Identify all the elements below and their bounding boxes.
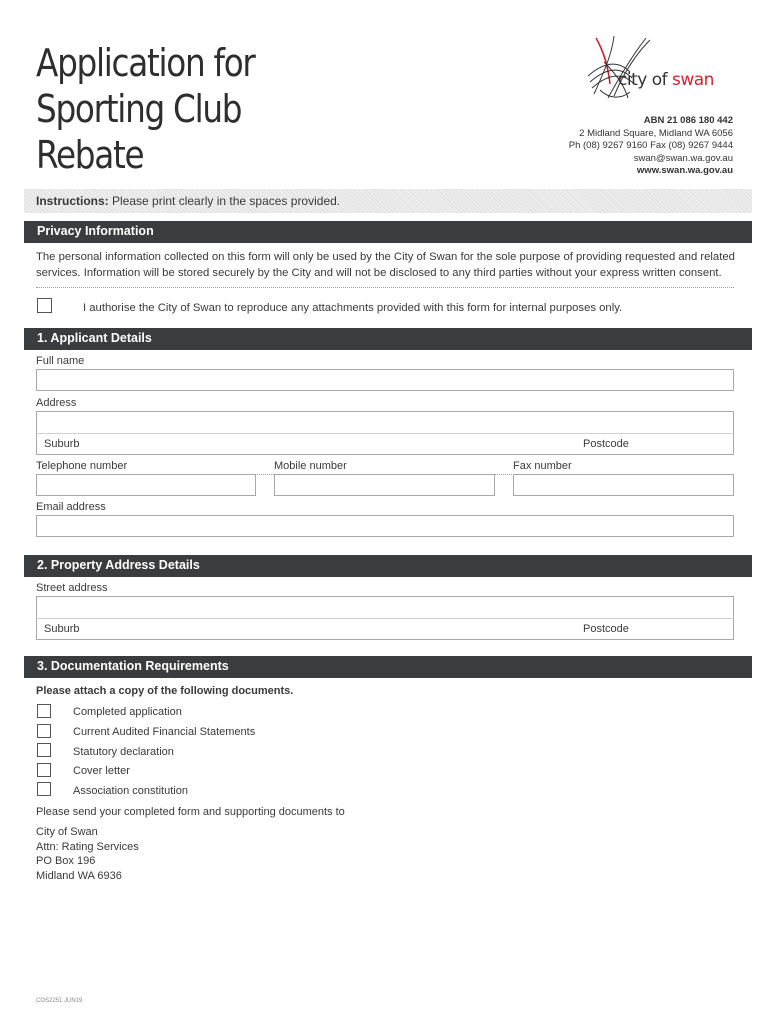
- title-line-2: Sporting Club: [36, 87, 242, 131]
- email-text: swan@swan.wa.gov.au: [633, 152, 733, 164]
- applicant-heading: 1. Applicant Details: [24, 328, 752, 350]
- statutory-declaration-checkbox[interactable]: [37, 743, 51, 757]
- address-label: Address: [36, 397, 77, 409]
- fax-field[interactable]: [513, 474, 734, 496]
- property-postcode-label: Postcode: [583, 623, 629, 635]
- logo-wordmark: [618, 70, 714, 90]
- mobile-label: Mobile number: [274, 460, 347, 472]
- privacy-text: The personal information collected on this form will only be used by the City of Swan for the sole purpose of providing requested and related services. Information will be stored securely by the City and will not be disclosed to any third parties without your express written consent.: [36, 251, 735, 279]
- email-label: Email address: [36, 501, 106, 513]
- abn-text: ABN 21 086 180 442: [643, 115, 733, 126]
- authorise-checkbox[interactable]: [37, 298, 52, 313]
- street-address-label: Street address: [36, 582, 108, 594]
- mobile-field[interactable]: [274, 474, 495, 496]
- doc-item-label: Current Audited Financial Statements: [73, 726, 256, 738]
- privacy-heading: Privacy Information: [24, 221, 752, 243]
- email-field[interactable]: [36, 515, 734, 537]
- mailing-address-line: PO Box 196: [36, 855, 96, 867]
- mailing-address-line: Midland WA 6936: [36, 870, 122, 882]
- instructions-label: Instructions:: [36, 194, 109, 208]
- suburb-label: Suburb: [44, 438, 80, 450]
- full-name-field[interactable]: [36, 369, 734, 391]
- financial-statements-checkbox[interactable]: [37, 724, 51, 738]
- full-name-label: Full name: [36, 355, 85, 367]
- doc-item-label: Statutory declaration: [73, 746, 174, 758]
- fax-label: Fax number: [513, 460, 572, 472]
- contact-details: [569, 115, 733, 178]
- divider: [36, 287, 734, 288]
- mailing-address-line: City of Swan: [36, 826, 98, 838]
- completed-application-checkbox[interactable]: [37, 704, 51, 718]
- page-title: [36, 40, 255, 178]
- instructions-banner: [24, 189, 752, 213]
- title-line-3: Rebate: [36, 133, 144, 177]
- form-code: COS2251 JUN19: [36, 998, 83, 1004]
- doc-item-label: Cover letter: [73, 765, 130, 777]
- title-line-1: Application for: [36, 41, 255, 85]
- instructions-text: Please print clearly in the spaces provided.: [108, 194, 341, 208]
- property-heading: 2. Property Address Details: [24, 555, 752, 577]
- cover-letter-checkbox[interactable]: [37, 763, 51, 777]
- postcode-label: Postcode: [583, 438, 629, 450]
- send-instructions: Please send your completed form and supporting documents to: [36, 806, 345, 818]
- property-suburb-label: Suburb: [44, 623, 80, 635]
- telephone-field[interactable]: [36, 474, 256, 496]
- website-text: www.swan.wa.gov.au: [636, 165, 733, 176]
- property-suburb-field[interactable]: [36, 618, 734, 640]
- telephone-label: Telephone number: [36, 460, 128, 472]
- documentation-intro: Please attach a copy of the following documents.: [36, 685, 294, 697]
- doc-item-label: Completed application: [73, 706, 182, 718]
- logo-city-text: city of: [618, 70, 672, 90]
- doc-item-label: Association constitution: [73, 785, 188, 797]
- suburb-field[interactable]: [36, 433, 734, 455]
- logo-swan-text: swan: [672, 70, 714, 90]
- mailing-address-line: Attn: Rating Services: [36, 841, 139, 853]
- association-constitution-checkbox[interactable]: [37, 782, 51, 796]
- address-text: 2 Midland Square, Midland WA 6056: [579, 127, 733, 139]
- authorise-label: I authorise the City of Swan to reproduce any attachments provided with this form for internal purposes only.: [83, 302, 623, 314]
- phone-fax-text: Ph (08) 9267 9160 Fax (08) 9267 9444: [568, 140, 733, 151]
- documentation-heading: 3. Documentation Requirements: [24, 656, 752, 678]
